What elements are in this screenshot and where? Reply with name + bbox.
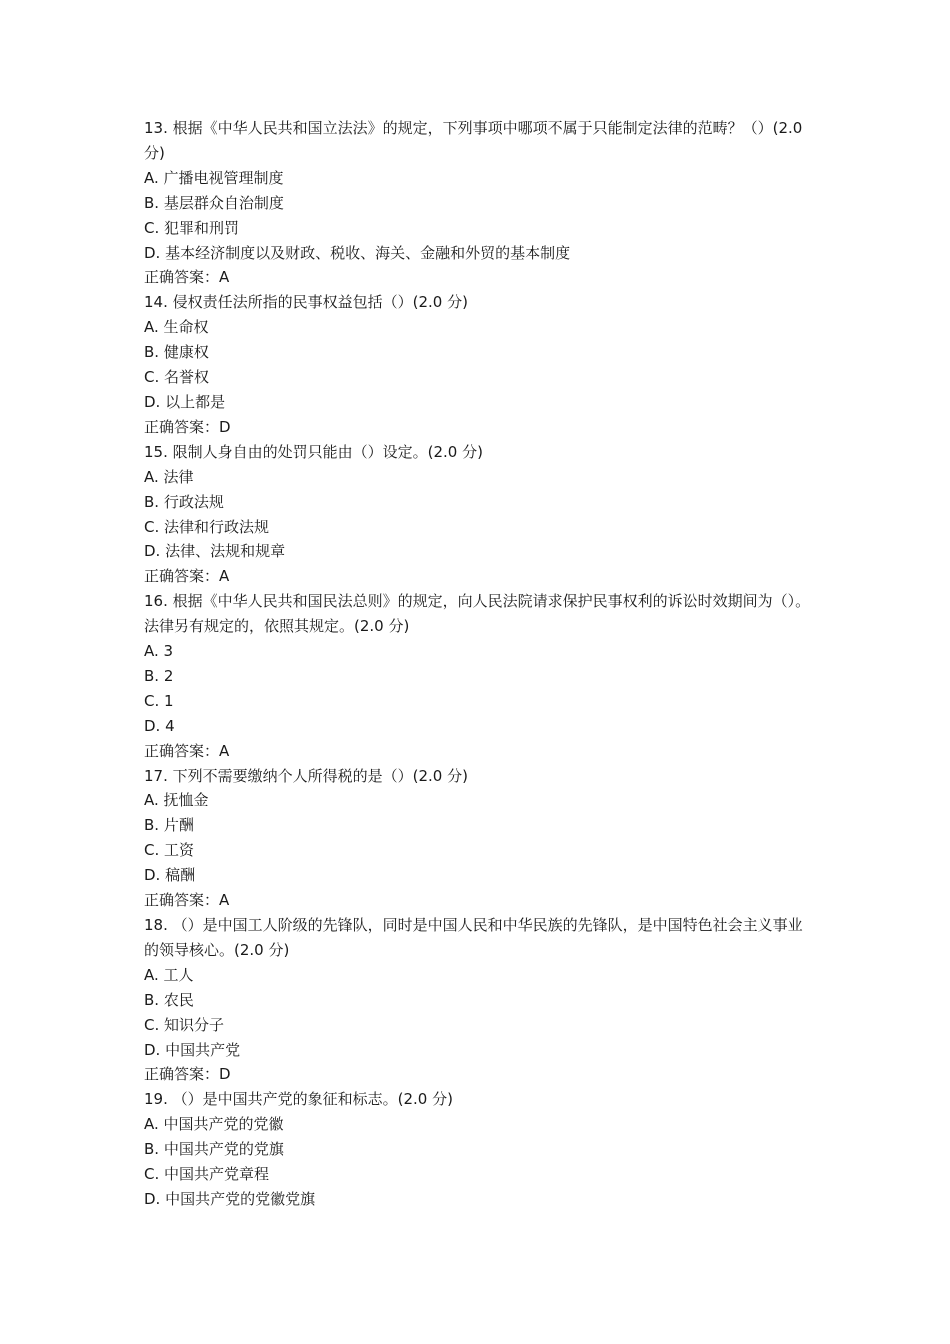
option-b: B. 健康权 [144,343,209,362]
option-d: D. 4 [144,716,175,735]
question-17 [144,764,814,913]
option-b: B. 农民 [144,990,194,1009]
question-13 [144,116,814,290]
option-d: D. 基本经济制度以及财政、税收、海关、金融和外贸的基本制度 [144,243,571,262]
option-a: A. 广播电视管理制度 [144,168,284,187]
question-text: 13. 根据《中华人民共和国立法法》的规定，下列事项中哪项不属于只能制定法律的范畴？（）(2.0 分) [144,119,808,162]
question-text: 14. 侵权责任法所指的民事权益包括（）(2.0 分) [144,293,468,312]
option-c: C. 知识分子 [144,1015,225,1034]
option-b: B. 基层群众自治制度 [144,193,284,212]
correct-answer: 正确答案：A [144,891,230,910]
question-text: 19. （）是中国共产党的象征和标志。(2.0 分) [144,1090,453,1109]
option-d: D. 稿酬 [144,866,196,885]
document-page [144,116,814,1212]
correct-answer: 正确答案：A [144,567,230,586]
option-b: B. 片酬 [144,816,194,835]
question-16 [144,589,814,763]
question-text: 17. 下列不需要缴纳个人所得税的是（）(2.0 分) [144,766,468,785]
option-d: D. 中国共产党的党徽党旗 [144,1189,316,1208]
option-b: B. 行政法规 [144,492,224,511]
option-b: B. 中国共产党的党旗 [144,1140,284,1159]
option-d: D. 中国共产党 [144,1040,241,1059]
correct-answer: 正确答案：D [144,1065,231,1084]
option-b: B. 2 [144,666,174,685]
option-a: A. 3 [144,642,174,661]
correct-answer: 正确答案：D [144,417,231,436]
option-c: C. 工资 [144,841,195,860]
question-19 [144,1087,814,1212]
option-c: C. 名誉权 [144,368,210,387]
option-c: C. 中国共产党章程 [144,1165,270,1184]
option-c: C. 犯罪和刑罚 [144,218,240,237]
option-d: D. 以上都是 [144,392,226,411]
option-a: A. 工人 [144,965,194,984]
question-18 [144,913,814,1087]
question-text: 15. 限制人身自由的处罚只能由（）设定。(2.0 分) [144,442,483,461]
option-c: C. 法律和行政法规 [144,517,270,536]
option-c: C. 1 [144,691,174,710]
question-14 [144,290,814,439]
option-a: A. 法律 [144,467,194,486]
question-text: 16. 根据《中华人民共和国民法总则》的规定，向人民法院请求保护民事权利的诉讼时效期间为（）。法律另有规定的，依照其规定。(2.0 分) [144,592,811,636]
option-a: A. 中国共产党的党徽 [144,1115,284,1134]
question-15 [144,440,814,589]
option-a: A. 抚恤金 [144,791,209,810]
correct-answer: 正确答案：A [144,741,230,760]
option-a: A. 生命权 [144,318,209,337]
question-text: 18. （）是中国工人阶级的先锋队，同时是中国人民和中华民族的先锋队，是中国特色社会主义事业的领导核心。(2.0 分) [144,916,803,959]
option-d: D. 法律、法规和规章 [144,542,286,561]
correct-answer: 正确答案：A [144,268,230,287]
